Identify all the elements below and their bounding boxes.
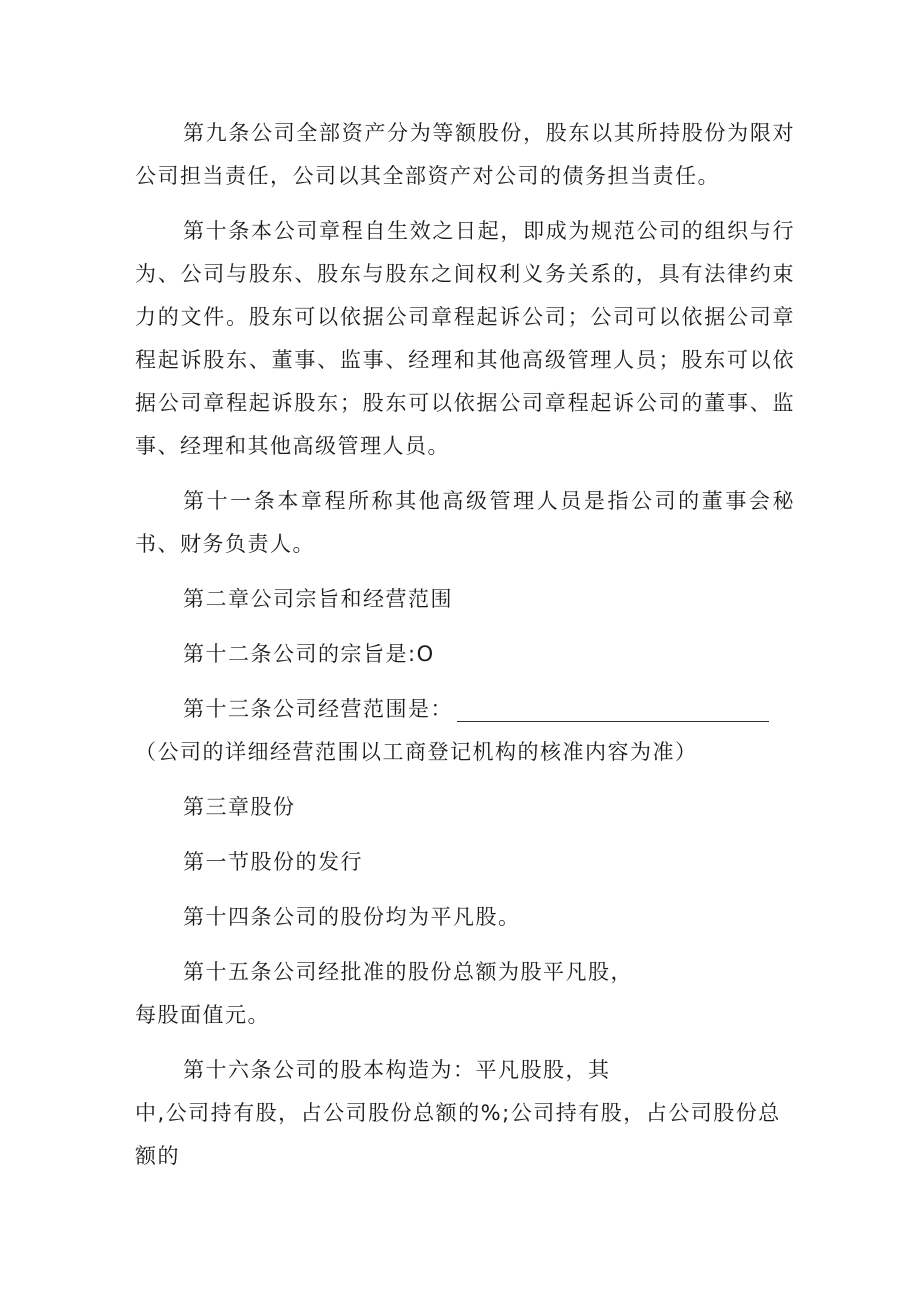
article-13-note: （公司的详细经营范围以工商登记机构的核准内容为准）: [135, 740, 698, 764]
article-13-label: 第十三条公司经营范围是：: [183, 697, 453, 721]
article-12-paragraph: 第十二条公司的宗旨是:O: [183, 642, 435, 666]
section-1-heading: 第一节股份的发行: [183, 850, 363, 874]
article-15-line-2: 每股面值元。: [135, 1003, 270, 1027]
article-10-paragraph: 第十条本公司章程自生效之日起，即成为规范公司的组织与行为、公司与股东、股东与股东之间权利义务关系的，具有法律约束力的文件。股东可以依据公司章程起诉公司；公司可以依据公司章程起诉股东、董事、监事、经理和其他高级管理人员；股东可以依据公司章程起诉股东；股东可以依据公司章程起诉公司的董事、监事、经理和其他高级管理人员。: [135, 219, 795, 458]
document-body: [135, 112, 795, 1190]
article-13-line-1: [135, 688, 795, 731]
article-9-paragraph: 第九条公司全部资产分为等额股份，股东以其所持股份为限对公司担当责任，公司以其全部资产对公司的债务担当责任。: [135, 121, 795, 188]
article-15-line-1: 第十五条公司经批准的股份总额为股平凡股，: [183, 960, 633, 984]
article-11-paragraph: 第十一条本章程所称其他高级管理人员是指公司的董事会秘书、财务负责人。: [135, 489, 795, 556]
article-14-paragraph: 第十四条公司的股份均为平凡股。: [183, 905, 521, 929]
article-15-paragraph: [135, 951, 795, 1037]
business-scope-blank: [457, 695, 769, 722]
article-13-paragraph: [135, 688, 795, 774]
article-16-line-3: 额的: [135, 1144, 180, 1168]
chapter-3-heading: 第三章股份: [183, 795, 296, 819]
article-16-line-1: 第十六条公司的股本构造为：平凡股股，其: [183, 1058, 611, 1082]
article-16-paragraph: [135, 1049, 795, 1178]
article-16-line-2: 中,公司持有股，占公司股份总额的%;公司持有股，占公司股份总: [135, 1101, 781, 1125]
chapter-2-heading: 第二章公司宗旨和经营范围: [183, 587, 453, 611]
